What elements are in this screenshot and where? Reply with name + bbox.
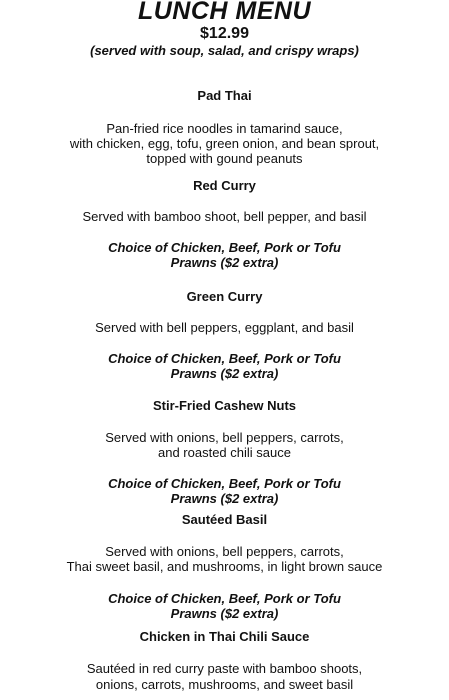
dish-description-line: Sautéed in red curry paste with bamboo shoots, xyxy=(86,661,363,676)
protein-choice-line: Choice of Chicken, Beef, Pork or Tofu xyxy=(108,240,341,255)
prawns-extra-line: Prawns ($2 extra) xyxy=(170,366,279,381)
prawns-extra-line: Prawns ($2 extra) xyxy=(170,255,279,270)
dish-description-line: topped with gound peanuts xyxy=(146,151,303,166)
menu-note: (served with soup, salad, and crispy wraps) xyxy=(90,43,359,58)
dish-description-line: Served with bell peppers, eggplant, and basil xyxy=(95,320,354,335)
dish-description-line: with chicken, egg, tofu, green onion, and bean sprout, xyxy=(69,136,380,151)
dish-description-line: onions, carrots, mushrooms, and sweet basil xyxy=(95,677,354,692)
dish-name-stir-fried-cashew-nuts: Stir-Fried Cashew Nuts xyxy=(152,398,297,413)
dish-description-line: Thai sweet basil, and mushrooms, in light brown sauce xyxy=(66,559,383,574)
dish-name-sauteed-basil: Sautéed Basil xyxy=(181,512,268,527)
dish-name-green-curry: Green Curry xyxy=(186,289,263,304)
menu-price: $12.99 xyxy=(200,25,249,42)
dish-description-line: Pan-fried rice noodles in tamarind sauce, xyxy=(106,121,343,136)
dish-name-pad-thai: Pad Thai xyxy=(197,88,252,103)
protein-choice-line: Choice of Chicken, Beef, Pork or Tofu xyxy=(108,591,341,606)
protein-choice-line: Choice of Chicken, Beef, Pork or Tofu xyxy=(108,476,341,491)
dish-description-line: and roasted chili sauce xyxy=(158,445,291,460)
prawns-extra-line: Prawns ($2 extra) xyxy=(170,491,279,506)
dish-description-line: Served with onions, bell peppers, carrots, xyxy=(105,430,344,445)
dish-description-line: Served with onions, bell peppers, carrots, xyxy=(105,544,344,559)
dish-name-red-curry: Red Curry xyxy=(193,178,256,193)
prawns-extra-line: Prawns ($2 extra) xyxy=(170,606,279,621)
dish-name-chicken-in-thai-chili-sauce: Chicken in Thai Chili Sauce xyxy=(139,629,310,644)
dish-description-line: Served with bamboo shoot, bell pepper, and basil xyxy=(82,209,367,224)
protein-choice-line: Choice of Chicken, Beef, Pork or Tofu xyxy=(108,351,341,366)
menu-title: LUNCH MENU xyxy=(137,0,312,25)
